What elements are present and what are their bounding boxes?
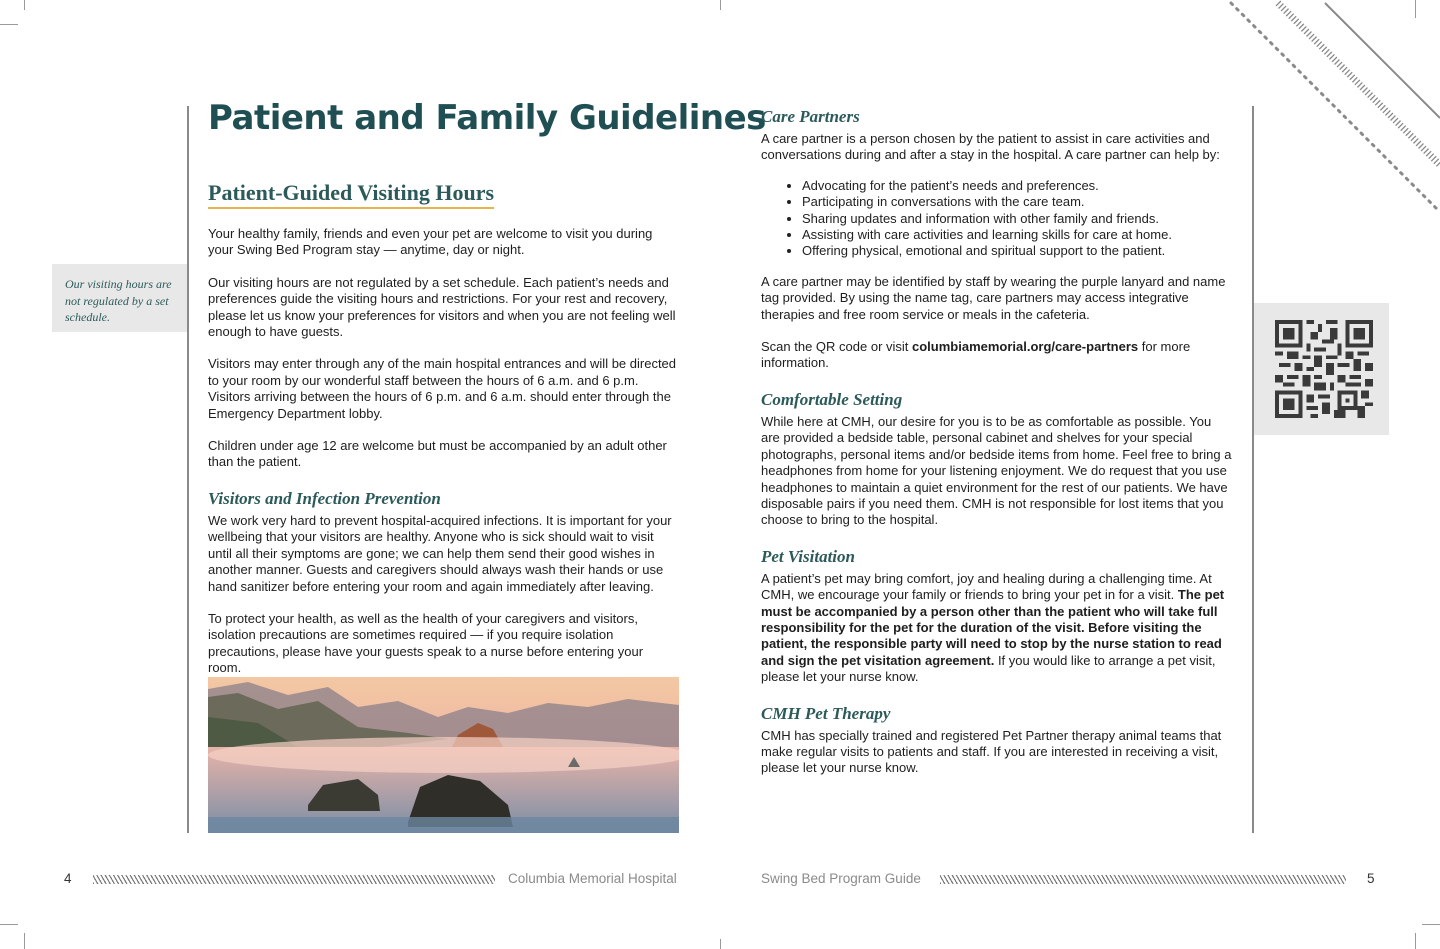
list-item: • Sharing updates and information with other family and friends. bbox=[802, 211, 1233, 227]
right-page-body bbox=[761, 107, 1233, 777]
list-item: • Advocating for the patient’s needs and preferences. bbox=[802, 178, 1233, 194]
scan-suffix: for more information. bbox=[761, 339, 1191, 371]
paragraph: Your healthy family, friends and even your pet are welcome to visit you during your Swing Bed Program stay — anytime, day or night. bbox=[208, 226, 653, 258]
visiting-hours-body bbox=[208, 226, 678, 677]
paragraph: A care partner may be identified by staff by wearing the purple lanyard and name tag provided. By using the name tag, care partners may access integrative therapies and free room service or meals in the cafeteria. bbox=[761, 273, 1226, 322]
section-heading-infection: Visitors and Infection Prevention bbox=[208, 488, 441, 508]
footer-hatch-left bbox=[93, 875, 495, 884]
list-item: • Offering physical, emotional and spiritual support to the patient. bbox=[802, 243, 1233, 259]
paragraph: Our visiting hours are not regulated by a set schedule. Each patient’s needs and preferences guide the visiting hours and restrictions. For your rest and recovery, please let us know your preferences for visitors and when you are not feeling well enough to have guests. bbox=[208, 274, 676, 340]
section-heading-visiting-hours: Patient-Guided Visiting Hours bbox=[208, 180, 494, 209]
right-page-rule bbox=[1252, 106, 1254, 833]
crop-mark bbox=[1422, 924, 1440, 925]
paragraph: Children under age 12 are welcome but must be accompanied by an adult other than the patient. bbox=[208, 438, 667, 470]
section-heading-pet-visitation: Pet Visitation bbox=[761, 546, 855, 566]
scan-prefix: Scan the QR code or visit bbox=[761, 339, 913, 355]
decorative-corner-lines bbox=[1225, 0, 1440, 215]
sidebar-callout-text: Our visiting hours are not regulated by a set schedule. bbox=[65, 277, 172, 324]
qr-code-icon[interactable] bbox=[1275, 320, 1373, 418]
pet-text-bold: The pet must be accompanied by a person other than the patient who will take full responsibility for the pet for the duration of the visit. Before visiting the patient, the responsible party will need to stop by the nurse station to read and sign the pet visitation agreement. bbox=[761, 587, 1225, 668]
pet-visitation-paragraph bbox=[761, 571, 1233, 686]
section-heading-comfortable: Comfortable Setting bbox=[761, 389, 903, 409]
crop-mark bbox=[0, 924, 18, 925]
crop-mark bbox=[720, 939, 721, 949]
paragraph: Visitors may enter through any of the main hospital entrances and will be directed to your room by our wonderful staff between the hours of 6 a.m. and 6 p.m. Visitors arriving between the hours of 6 p.m. and 6 a.m. should enter through the Emergency Department lobby. bbox=[208, 356, 677, 421]
coastal-landscape-photo bbox=[208, 677, 679, 833]
paragraph: A care partner is a person chosen by the patient to assist in care activities and conversations during and after a stay in the hospital. A care partner can help by: bbox=[761, 131, 1220, 163]
care-partners-link[interactable]: columbiamemorial.org/care-partners bbox=[912, 339, 1139, 355]
crop-mark bbox=[24, 933, 25, 949]
footer-hatch-right bbox=[940, 875, 1346, 884]
list-item: • Participating in conversations with the care team. bbox=[802, 194, 1233, 210]
paragraph: To protect your health, as well as the health of your caregivers and visitors, isolation precautions are sometimes required — if you require isolation precautions, please have your guests speak to a nurse before entering your room. bbox=[208, 610, 644, 676]
page-number-right: 5 bbox=[1367, 871, 1375, 886]
crop-mark bbox=[720, 0, 721, 10]
crop-mark bbox=[1415, 933, 1416, 949]
section-heading-pet-therapy: CMH Pet Therapy bbox=[761, 703, 891, 723]
paragraph: We work very hard to prevent hospital-acquired infections. It is important for your wellbeing that your visitors are healthy. Anyone who is sick should wait to visit until all their symptoms are gone; we can help them send their good wishes in another manner. Guests and caregivers should always wash their hands or use hand sanitizer before entering your room and again immediately after leaving. bbox=[208, 512, 672, 594]
paragraph: CMH has specially trained and registered Pet Partner therapy animal teams that make regular visits to patients and staff. If you are interested in receiving a visit, please let your nurse know. bbox=[761, 727, 1222, 776]
care-partner-list bbox=[761, 178, 1233, 260]
section-heading-care-partners: Care Partners bbox=[761, 107, 860, 126]
crop-mark bbox=[24, 0, 25, 10]
sidebar-callout bbox=[52, 264, 187, 332]
pet-text-end: If you would like to arrange a pet visit, please let your nurse know. bbox=[761, 652, 1216, 685]
left-page-rule bbox=[187, 106, 189, 833]
scan-qr-paragraph bbox=[761, 339, 1233, 372]
crop-mark bbox=[0, 24, 18, 25]
qr-code-panel bbox=[1254, 303, 1389, 435]
page-title: Patient and Family Guidelines bbox=[208, 98, 766, 138]
page-number-left: 4 bbox=[64, 871, 72, 886]
pet-text-start: A patient’s pet may bring comfort, joy and healing during a challenging time. At CMH, we encourage your family or friends to bring your pet in for a visit. bbox=[761, 570, 1212, 603]
paragraph: While here at CMH, our desire for you is to be as comfortable as possible. You are provided a bedside table, personal cabinet and shelves for your special photographs, personal items and/or bedside items from home. Feel free to bring a headphones from home for your listening enjoyment. We do request that you use headphones to maintain a quiet environment for the rest of our patients. We have disposable pairs if you need them. CMH is not responsible for lost items that you choose to bring to the hospital. bbox=[761, 413, 1232, 528]
list-item: • Assisting with care activities and learning skills for care at home. bbox=[802, 227, 1233, 243]
footer-hospital-name: Columbia Memorial Hospital bbox=[508, 871, 677, 886]
footer-guide-name: Swing Bed Program Guide bbox=[761, 871, 921, 886]
